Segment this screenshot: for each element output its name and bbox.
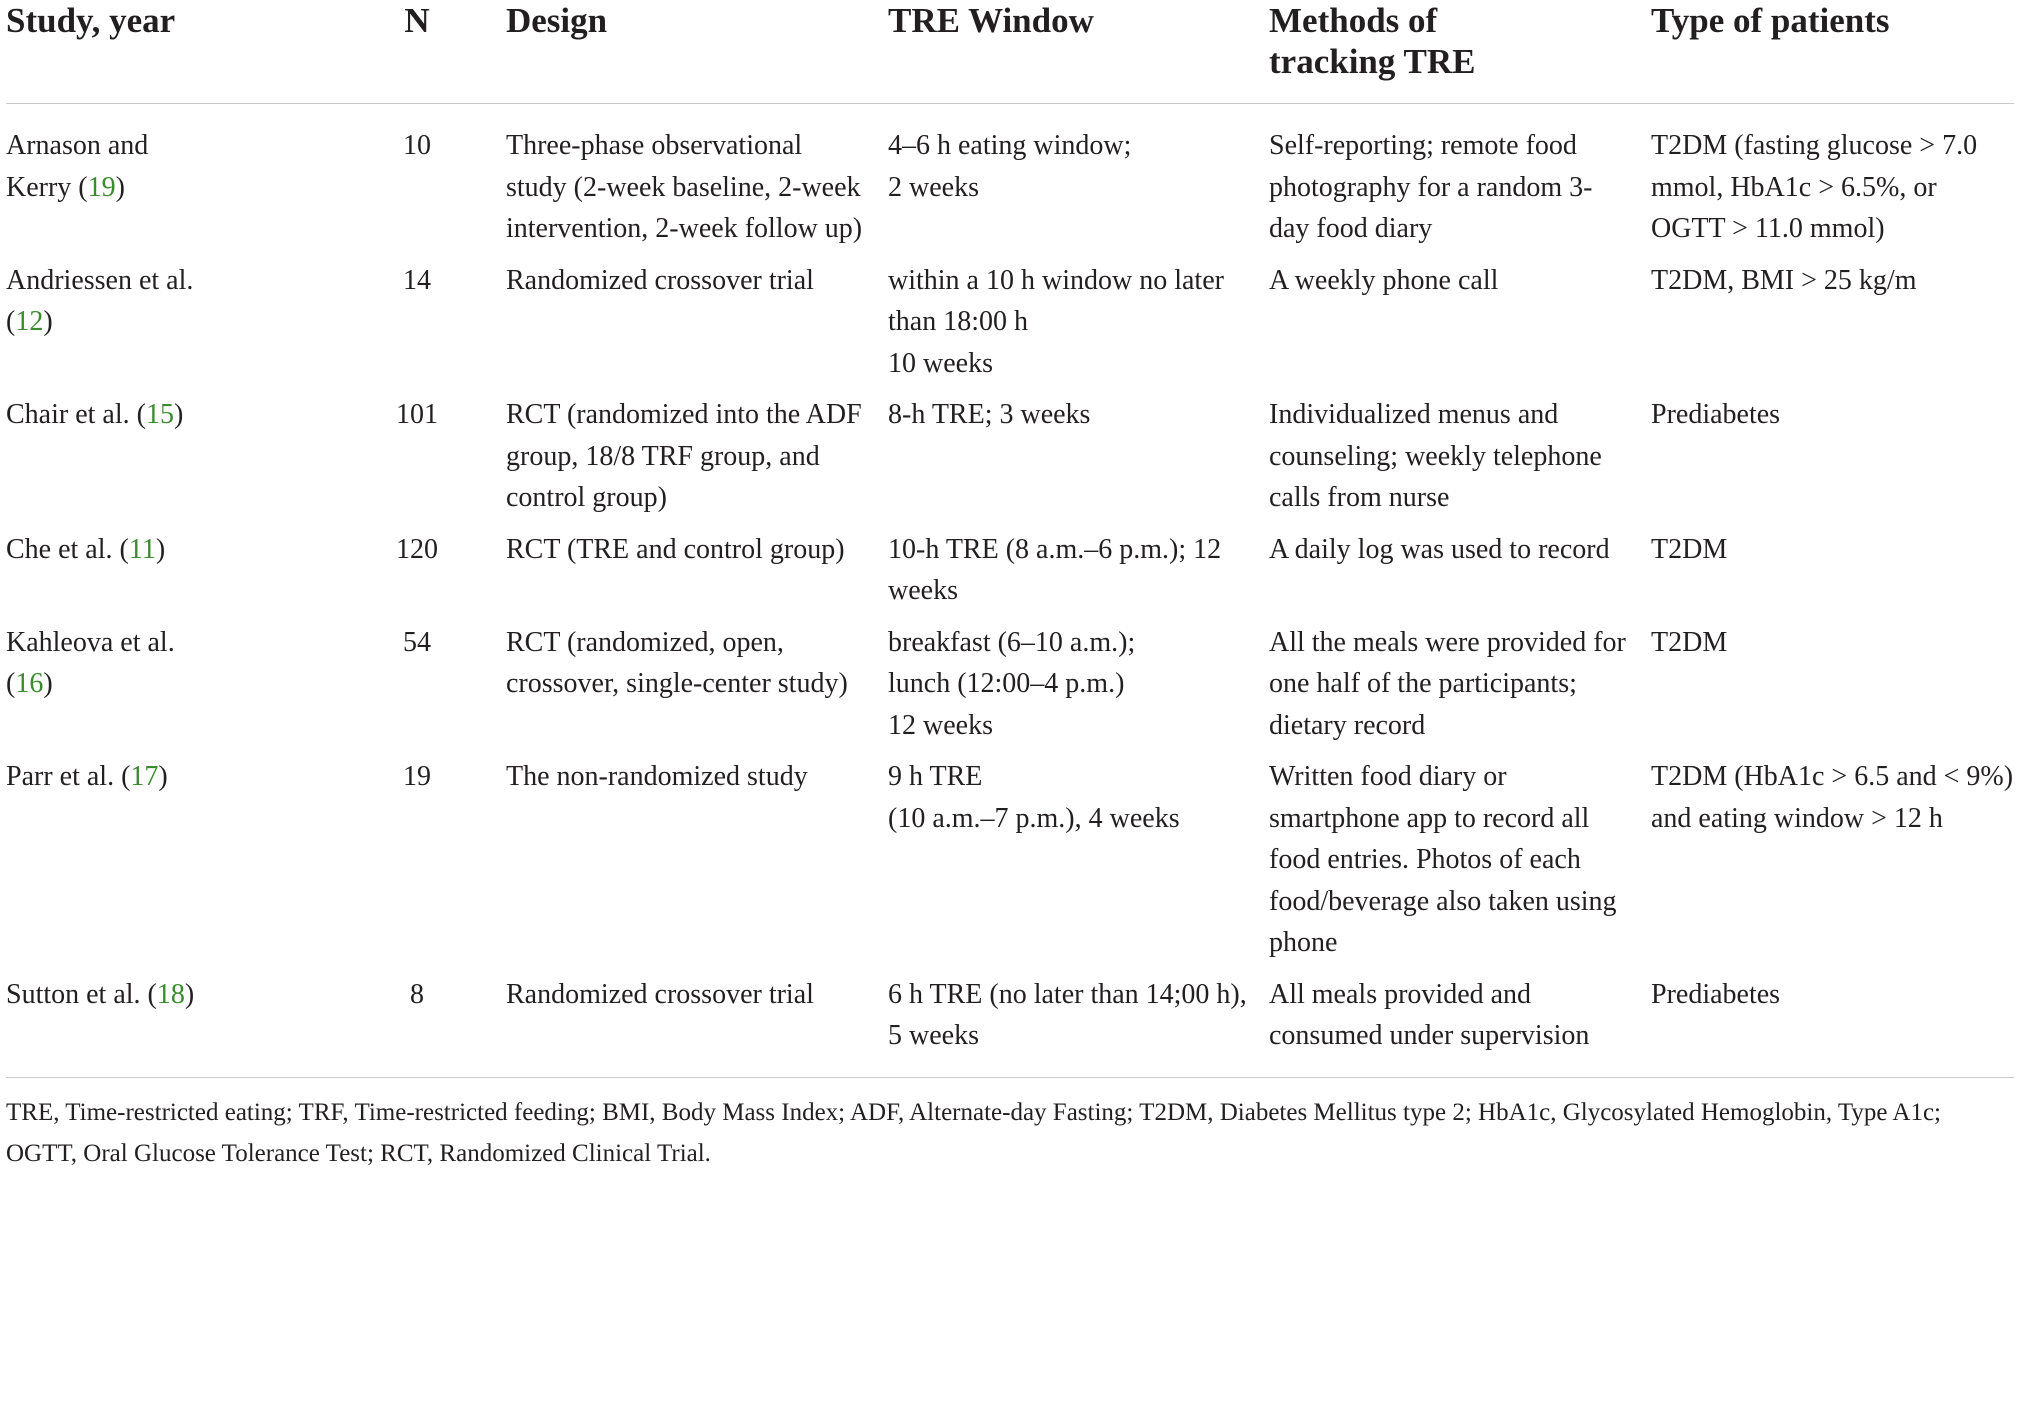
header-study-year: Study, year [6, 0, 328, 104]
cell-methods: A weekly phone call [1269, 264, 1499, 296]
cell-study: Arnason and Kerry (19) [6, 130, 149, 203]
table-row [6, 529, 2014, 622]
cell-design: RCT (randomized, open, crossover, single-center study) [506, 626, 848, 699]
cell-patients: T2DM, BMI > 25 kg/m [1651, 264, 1917, 296]
cell-patients: T2DM (HbA1c > 6.5 and < 9%) and eating window > 12 h [1651, 761, 2014, 834]
cell-methods: Individualized menus and counseling; weekly telephone calls from nurse [1269, 399, 1602, 513]
cell-patients: T2DM [1651, 533, 1728, 565]
tre-window-line: 12 weeks [888, 709, 993, 741]
cell-patients: Prediabetes [1651, 399, 1781, 430]
cell-methods: Written food diary or smartphone app to record all food entries. Photos of each food/beverage also taken using phone [1269, 761, 1617, 958]
header-tre-window: TRE Window [888, 0, 1269, 104]
cell-tre-window [888, 260, 1269, 395]
study-name: Sutton et al. [6, 978, 141, 1010]
cell-tre-window [888, 756, 1269, 974]
header-patients: Type of patients [1651, 0, 2014, 104]
studies-table [6, 0, 2014, 1077]
cell-methods: A daily log was used to record [1269, 533, 1610, 565]
cell-study: Parr et al. (17) [6, 761, 168, 792]
table-row [6, 394, 2014, 529]
tre-window-line: within a 10 h window no later than 18:00 h [888, 264, 1224, 337]
reference-link[interactable]: 19 [87, 171, 116, 203]
cell-tre-window [888, 974, 1269, 1077]
header-design: Design [506, 0, 888, 104]
cell-study: Che et al. (11) [6, 533, 166, 565]
tre-window-line: 8-h TRE; 3 weeks [888, 399, 1091, 430]
tre-window-line: (10 a.m.–7 p.m.), 4 weeks [888, 802, 1180, 834]
cell-design: Randomized crossover trial [506, 978, 814, 1010]
study-name: Che et al. [6, 533, 113, 565]
table-footnote: TRE, Time-restricted eating; TRF, Time-restricted feeding; BMI, Body Mass Index; ADF, Alternate-day Fasting; T2DM, Diabetes Mellitus type 2; HbA1c, Glycosylated Hemoglobin, Type A1c; OGTT, Oral Glucose Tolerance Test; RCT, Randomized Clinical Trial. [6, 1077, 2014, 1174]
header-methods: Methods of tracking TRE [1269, 0, 1651, 104]
table-row [6, 104, 2014, 260]
cell-study: Kahleova et al. (16) [6, 626, 175, 699]
cell-study: Chair et al. (15) [6, 399, 184, 430]
table-row [6, 260, 2014, 395]
cell-methods: Self-reporting; remote food photography for a random 3-day food diary [1269, 130, 1593, 244]
reference-link[interactable]: 16 [15, 668, 44, 699]
cell-tre-window [888, 104, 1269, 260]
cell-design: Three-phase observational study (2-week baseline, 2-week intervention, 2-week follow up) [506, 130, 863, 244]
tre-window-line: 4–6 h eating window; [888, 130, 1132, 161]
study-name: Andriessen et al. [6, 264, 194, 296]
study-name: Kahleova et al. [6, 626, 175, 658]
reference-link[interactable]: 15 [145, 399, 174, 430]
table-row [6, 974, 2014, 1077]
cell-n: 120 [396, 533, 438, 565]
cell-tre-window [888, 529, 1269, 622]
cell-study: Sutton et al. (18) [6, 978, 195, 1010]
table-row [6, 756, 2014, 974]
cell-patients: T2DM (fasting glucose > 7.0 mmol, HbA1c > 6.5%, or OGTT > 11.0 mmol) [1651, 130, 1978, 244]
cell-methods: All the meals were provided for one half of the participants; dietary record [1269, 626, 1626, 741]
cell-n: 19 [403, 761, 431, 792]
cell-n: 8 [410, 978, 424, 1010]
cell-tre-window [888, 622, 1269, 757]
table-body [6, 104, 2014, 1077]
reference-link[interactable]: 12 [15, 306, 44, 337]
cell-methods: All meals provided and consumed under supervision [1269, 978, 1590, 1051]
tre-window-line: lunch (12:00–4 p.m.) [888, 668, 1125, 699]
cell-design: The non-randomized study [506, 761, 808, 792]
cell-design: RCT (TRE and control group) [506, 533, 845, 565]
header-n: N [328, 0, 506, 104]
study-name: Arnason and Kerry [6, 130, 149, 203]
cell-design: RCT (randomized into the ADF group, 18/8 TRF group, and control group) [506, 399, 862, 513]
study-name: Parr et al. [6, 761, 115, 792]
cell-n: 54 [403, 626, 431, 658]
tre-window-line: 10-h TRE (8 a.m.–6 p.m.); 12 weeks [888, 533, 1222, 606]
tre-window-line: 10 weeks [888, 347, 993, 379]
cell-n: 14 [403, 264, 431, 296]
cell-n: 101 [396, 399, 438, 430]
tre-window-line: 9 h TRE [888, 761, 983, 792]
tre-window-line: 6 h TRE (no later than 14;00 h), 5 weeks [888, 978, 1247, 1051]
reference-link[interactable]: 17 [130, 761, 159, 792]
cell-study: Andriessen et al. (12) [6, 264, 194, 337]
table-row [6, 622, 2014, 757]
reference-link[interactable]: 18 [156, 978, 185, 1010]
table-header-row [6, 0, 2014, 104]
cell-tre-window [888, 394, 1269, 529]
tre-window-line: breakfast (6–10 a.m.); [888, 626, 1136, 658]
cell-patients: Prediabetes [1651, 978, 1781, 1010]
reference-link[interactable]: 11 [128, 533, 156, 565]
studies-table-container [6, 0, 2014, 1174]
cell-design: Randomized crossover trial [506, 264, 814, 296]
tre-window-line: 2 weeks [888, 171, 979, 203]
cell-patients: T2DM [1651, 626, 1728, 658]
study-name: Chair et al. [6, 399, 130, 430]
cell-n: 10 [403, 130, 431, 161]
